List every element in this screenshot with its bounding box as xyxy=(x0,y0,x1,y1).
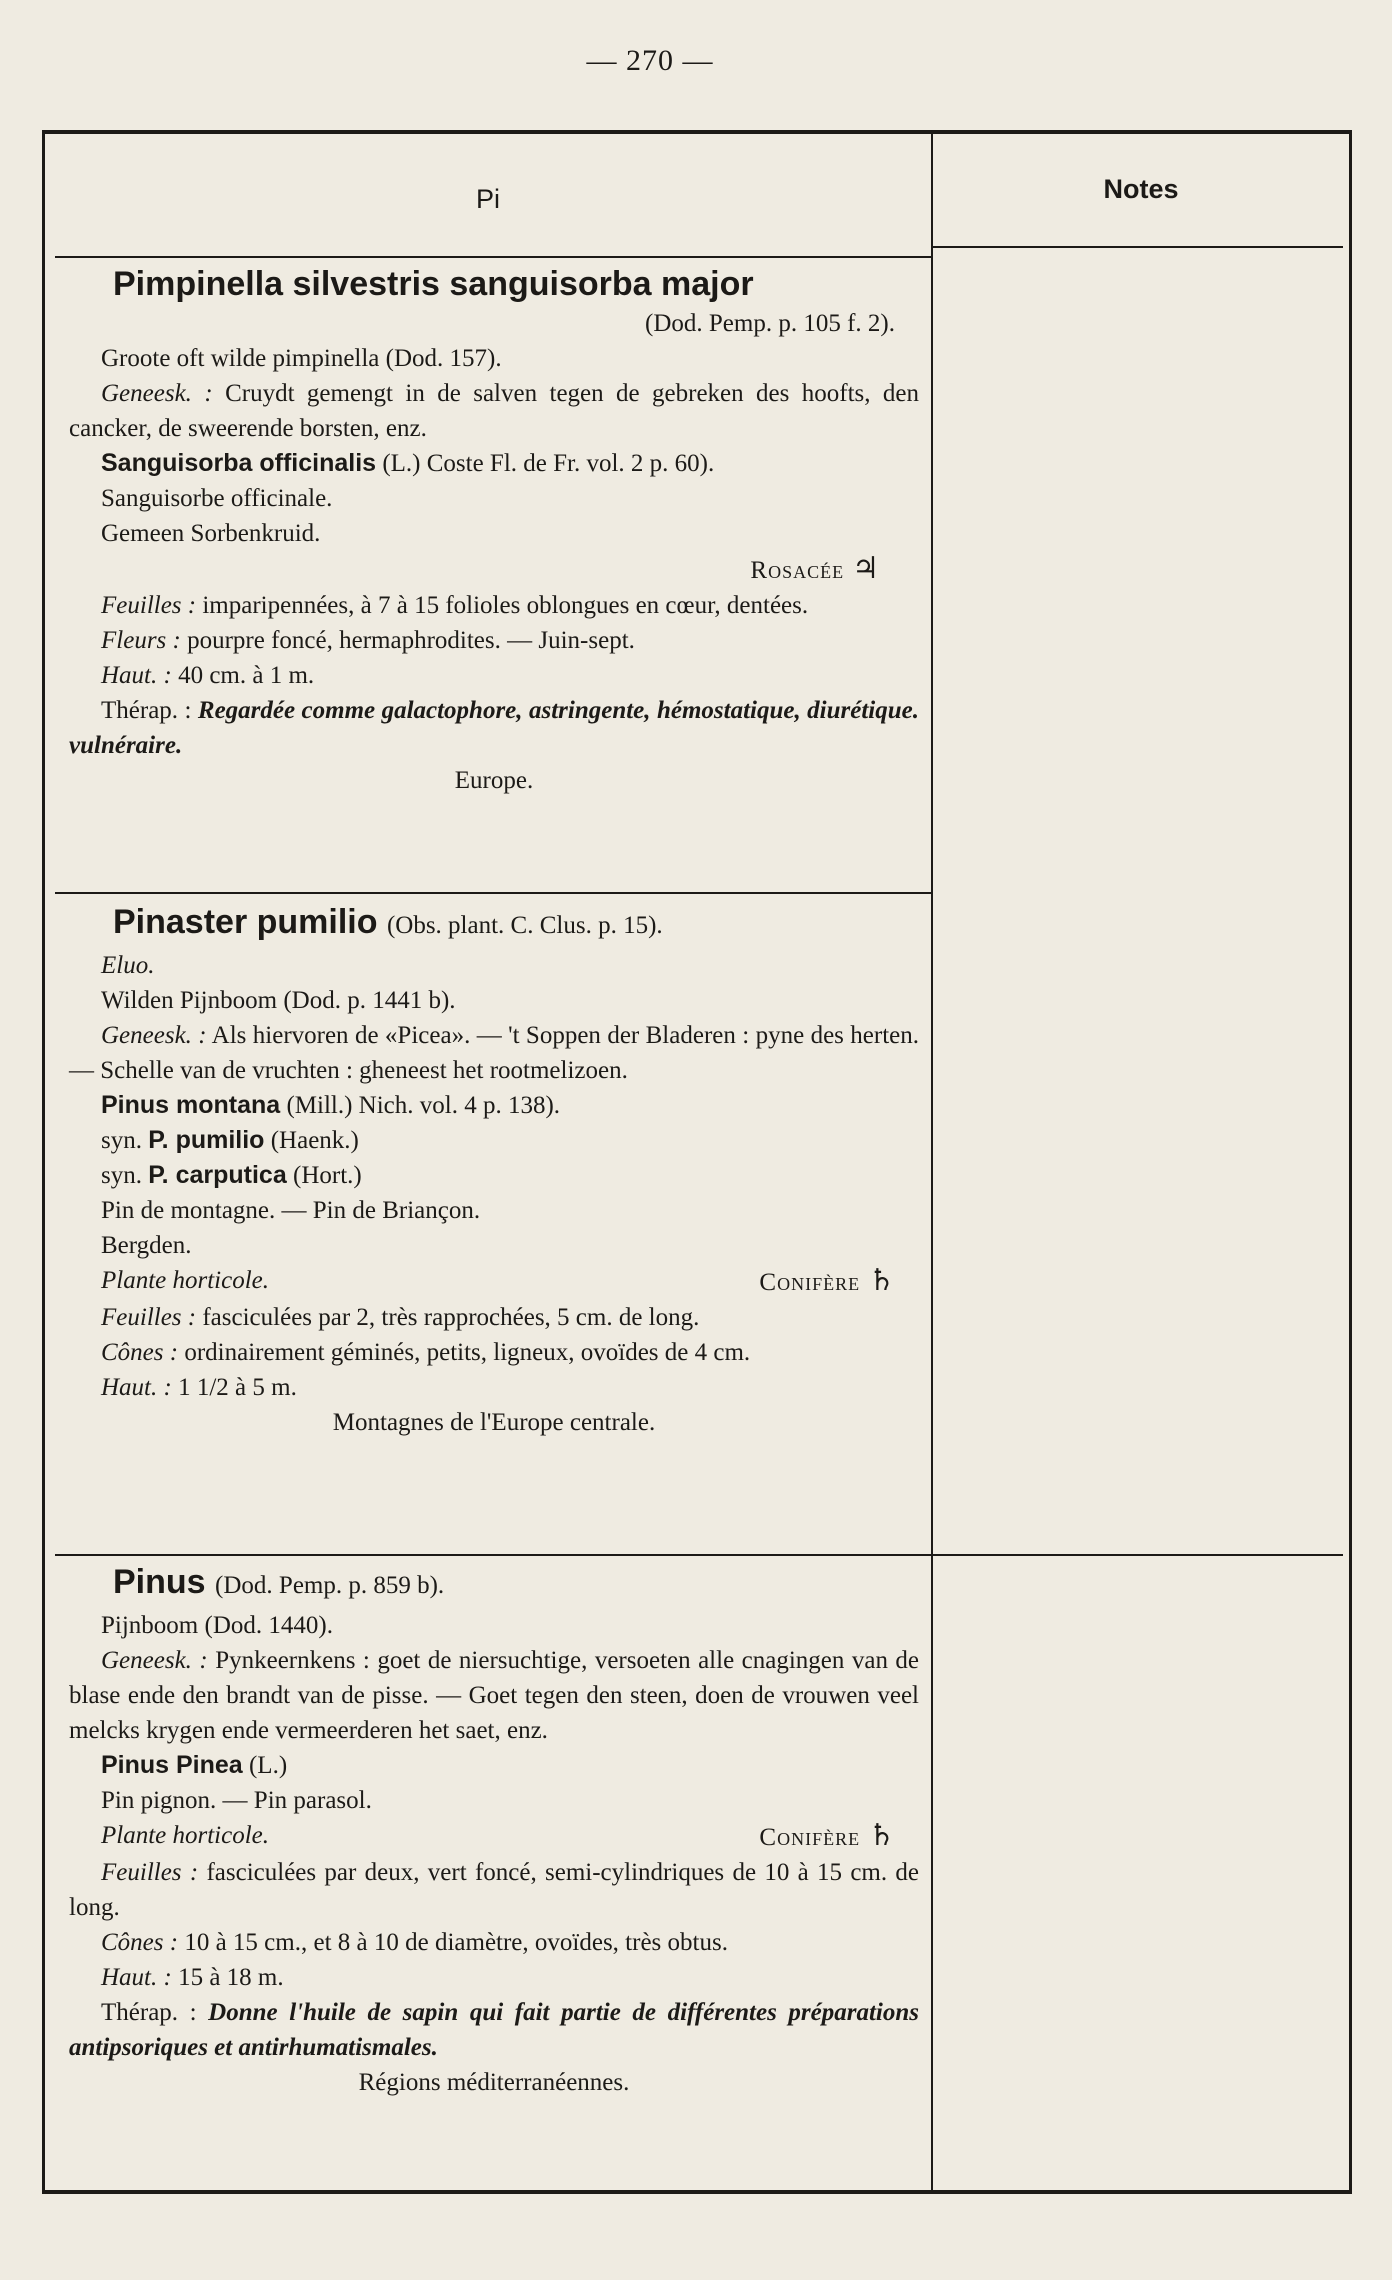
species-name: Sanguisorba officinalis xyxy=(101,449,377,477)
synonym-ref: (Hort.) xyxy=(293,1162,362,1189)
fleurs-label: Fleurs : xyxy=(101,627,181,654)
feuilles-label: Feuilles : xyxy=(101,1859,199,1886)
synonym-prefix: syn. xyxy=(101,1127,142,1154)
french-name: Pin pignon. — Pin parasol. xyxy=(101,1787,372,1814)
plante-family-line xyxy=(69,1263,919,1300)
haut-text: 40 cm. à 1 m. xyxy=(178,662,315,689)
entry-pimpinella xyxy=(69,262,919,798)
cones-paragraph xyxy=(69,1335,919,1370)
haut-label: Haut. : xyxy=(101,662,172,689)
synonym-name: P. pumilio xyxy=(148,1126,265,1154)
synonym-line xyxy=(69,1158,919,1193)
geneesk-paragraph xyxy=(69,1018,919,1088)
entry-separator xyxy=(55,892,931,894)
species-line xyxy=(69,446,919,481)
entry-reference: (Dod. Pemp. p. 859 b). xyxy=(215,1572,445,1599)
notes-header-rule xyxy=(933,246,1343,248)
region-line: Régions méditerranéennes. xyxy=(358,2069,630,2096)
synonym-name: P. carputica xyxy=(148,1161,287,1189)
french-name: Pin de montagne. — Pin de Briançon. xyxy=(101,1197,481,1224)
therap-text: Donne l'huile de sapin qui fait partie de différentes préparations antipsoriques et antirhumatismales. xyxy=(69,1999,919,2061)
species-ref: (L.) Coste Fl. de Fr. vol. 2 p. 60). xyxy=(382,450,715,477)
feuilles-paragraph xyxy=(69,588,919,623)
family-group xyxy=(759,1263,895,1300)
haut-label: Haut. : xyxy=(101,1964,172,1991)
entry-title-text: Pinus xyxy=(113,1563,206,1601)
species-line xyxy=(69,1748,919,1783)
plante-label: Plante horticole. xyxy=(101,1267,270,1294)
french-name: Sanguisorbe officinale. xyxy=(101,485,333,512)
entry-title xyxy=(69,1560,919,1608)
geneesk-label: Geneesk. : xyxy=(101,1022,207,1049)
eluo-line: Eluo. xyxy=(101,952,155,979)
geneesk-text: Als hiervoren de «Picea». — 't Soppen der Bladeren : pyne des herten. — Schelle van de vruchten : gheneest het rootmelizoen. xyxy=(69,1022,919,1084)
synonym-ref: (Haenk.) xyxy=(270,1127,359,1154)
dutch-name: Bergden. xyxy=(101,1232,192,1259)
haut-text: 1 1/2 à 5 m. xyxy=(178,1374,297,1401)
therap-label: Thérap. : xyxy=(101,1999,197,2026)
feuilles-paragraph xyxy=(69,1855,919,1925)
geneesk-paragraph xyxy=(69,376,919,446)
dutch-name: Gemeen Sorbenkruid. xyxy=(101,520,321,547)
haut-text: 15 à 18 m. xyxy=(178,1964,284,1991)
column-divider xyxy=(931,134,933,2190)
column-header-pi: Pi xyxy=(475,184,500,214)
geneesk-text: Pynkeernkens : goet de niersuchtige, versoeten alle cnagingen van de blase ende den brandt van de pisse. — Goet tegen den steen, doen de vrouwen veel melcks krygen ende vermeerderen het saet, enz. xyxy=(69,1647,920,1744)
species-name: Pinus montana xyxy=(101,1091,281,1119)
species-line xyxy=(69,1088,919,1123)
species-ref: (Mill.) Nich. vol. 4 p. 138). xyxy=(286,1092,561,1119)
cones-label: Cônes : xyxy=(101,1339,179,1366)
species-name: Pinus Pinea xyxy=(101,1751,243,1779)
page-number: — 270 — xyxy=(586,44,714,77)
cones-label: Cônes : xyxy=(101,1929,179,1956)
cones-paragraph xyxy=(69,1925,919,1960)
shrub-symbol-icon: ♄ xyxy=(868,1264,895,1297)
family-name: Conifère xyxy=(759,1269,861,1296)
therap-label: Thérap. : xyxy=(101,697,192,724)
geneesk-text: Cruydt gemengt in de salven tegen de gebreken des hoofts, den cancker, de sweerende borsten, enz. xyxy=(69,380,920,442)
entry-reference: (Dod. Pemp. p. 105 f. 2). xyxy=(645,310,895,337)
feuilles-text: imparipennées, à 7 à 15 folioles oblongues en cœur, dentées. xyxy=(202,592,809,619)
feuilles-label: Feuilles : xyxy=(101,1304,197,1331)
fleurs-line xyxy=(69,623,919,658)
vernacular-line: Pijnboom (Dod. 1440). xyxy=(101,1612,333,1639)
geneesk-paragraph xyxy=(69,1643,919,1748)
geneesk-label: Geneesk. : xyxy=(101,1647,208,1674)
synonym-prefix: syn. xyxy=(101,1162,142,1189)
therap-paragraph xyxy=(69,693,919,763)
therap-paragraph xyxy=(69,1995,919,2065)
entry-title-text: Pimpinella silvestris sanguisorba major xyxy=(113,265,754,303)
region-line: Europe. xyxy=(454,767,534,794)
family-name: Conifère xyxy=(759,1824,861,1851)
table-frame xyxy=(42,130,1352,2194)
plante-family-line xyxy=(69,1818,919,1855)
entry-pinus xyxy=(69,1560,919,2100)
entry-title xyxy=(69,262,919,306)
plante-label: Plante horticole. xyxy=(101,1822,270,1849)
vernacular-line: Groote oft wilde pimpinella (Dod. 157). xyxy=(101,345,502,372)
entry-title-text: Pinaster pumilio xyxy=(113,903,378,941)
synonym-line xyxy=(69,1123,919,1158)
entry-separator xyxy=(55,1554,931,1556)
geneesk-label: Geneesk. : xyxy=(101,380,213,407)
therap-text: Regardée comme galactophore, astringente, hémostatique, diurétique. vulnéraire. xyxy=(69,697,920,759)
haut-line xyxy=(69,1370,919,1405)
vernacular-line: Wilden Pijnboom (Dod. p. 1441 b). xyxy=(101,987,456,1014)
feuilles-label: Feuilles : xyxy=(101,592,197,619)
species-ref: (L.) xyxy=(248,1752,288,1779)
perennial-symbol-icon: ♃ xyxy=(852,552,879,585)
family-line xyxy=(69,551,919,588)
feuilles-text: fasciculées par deux, vert foncé, semi-cylindriques de 10 à 15 cm. de long. xyxy=(69,1859,920,1921)
feuilles-text: fasciculées par 2, très rapprochées, 5 cm. de long. xyxy=(202,1304,700,1331)
feuilles-paragraph xyxy=(69,1300,919,1335)
notes-separator xyxy=(933,1554,1343,1556)
family-name: Rosacée xyxy=(750,557,845,584)
haut-label: Haut. : xyxy=(101,1374,172,1401)
haut-line xyxy=(69,1960,919,1995)
shrub-symbol-icon: ♄ xyxy=(868,1819,895,1852)
entry-pinaster xyxy=(69,900,919,1440)
entry-title xyxy=(69,900,919,948)
fleurs-text: pourpre foncé, hermaphrodites. — Juin-sept. xyxy=(187,627,635,654)
column-header-notes: Notes xyxy=(1103,174,1179,204)
cones-text: 10 à 15 cm., et 8 à 10 de diamètre, ovoïdes, très obtus. xyxy=(184,1929,728,1956)
haut-line xyxy=(69,658,919,693)
family-group xyxy=(759,1818,895,1855)
cones-text: ordinairement géminés, petits, ligneux, ovoïdes de 4 cm. xyxy=(184,1339,751,1366)
entry-reference: (Obs. plant. C. Clus. p. 15). xyxy=(386,912,663,939)
region-line: Montagnes de l'Europe centrale. xyxy=(332,1409,656,1436)
header-rule xyxy=(55,256,931,258)
